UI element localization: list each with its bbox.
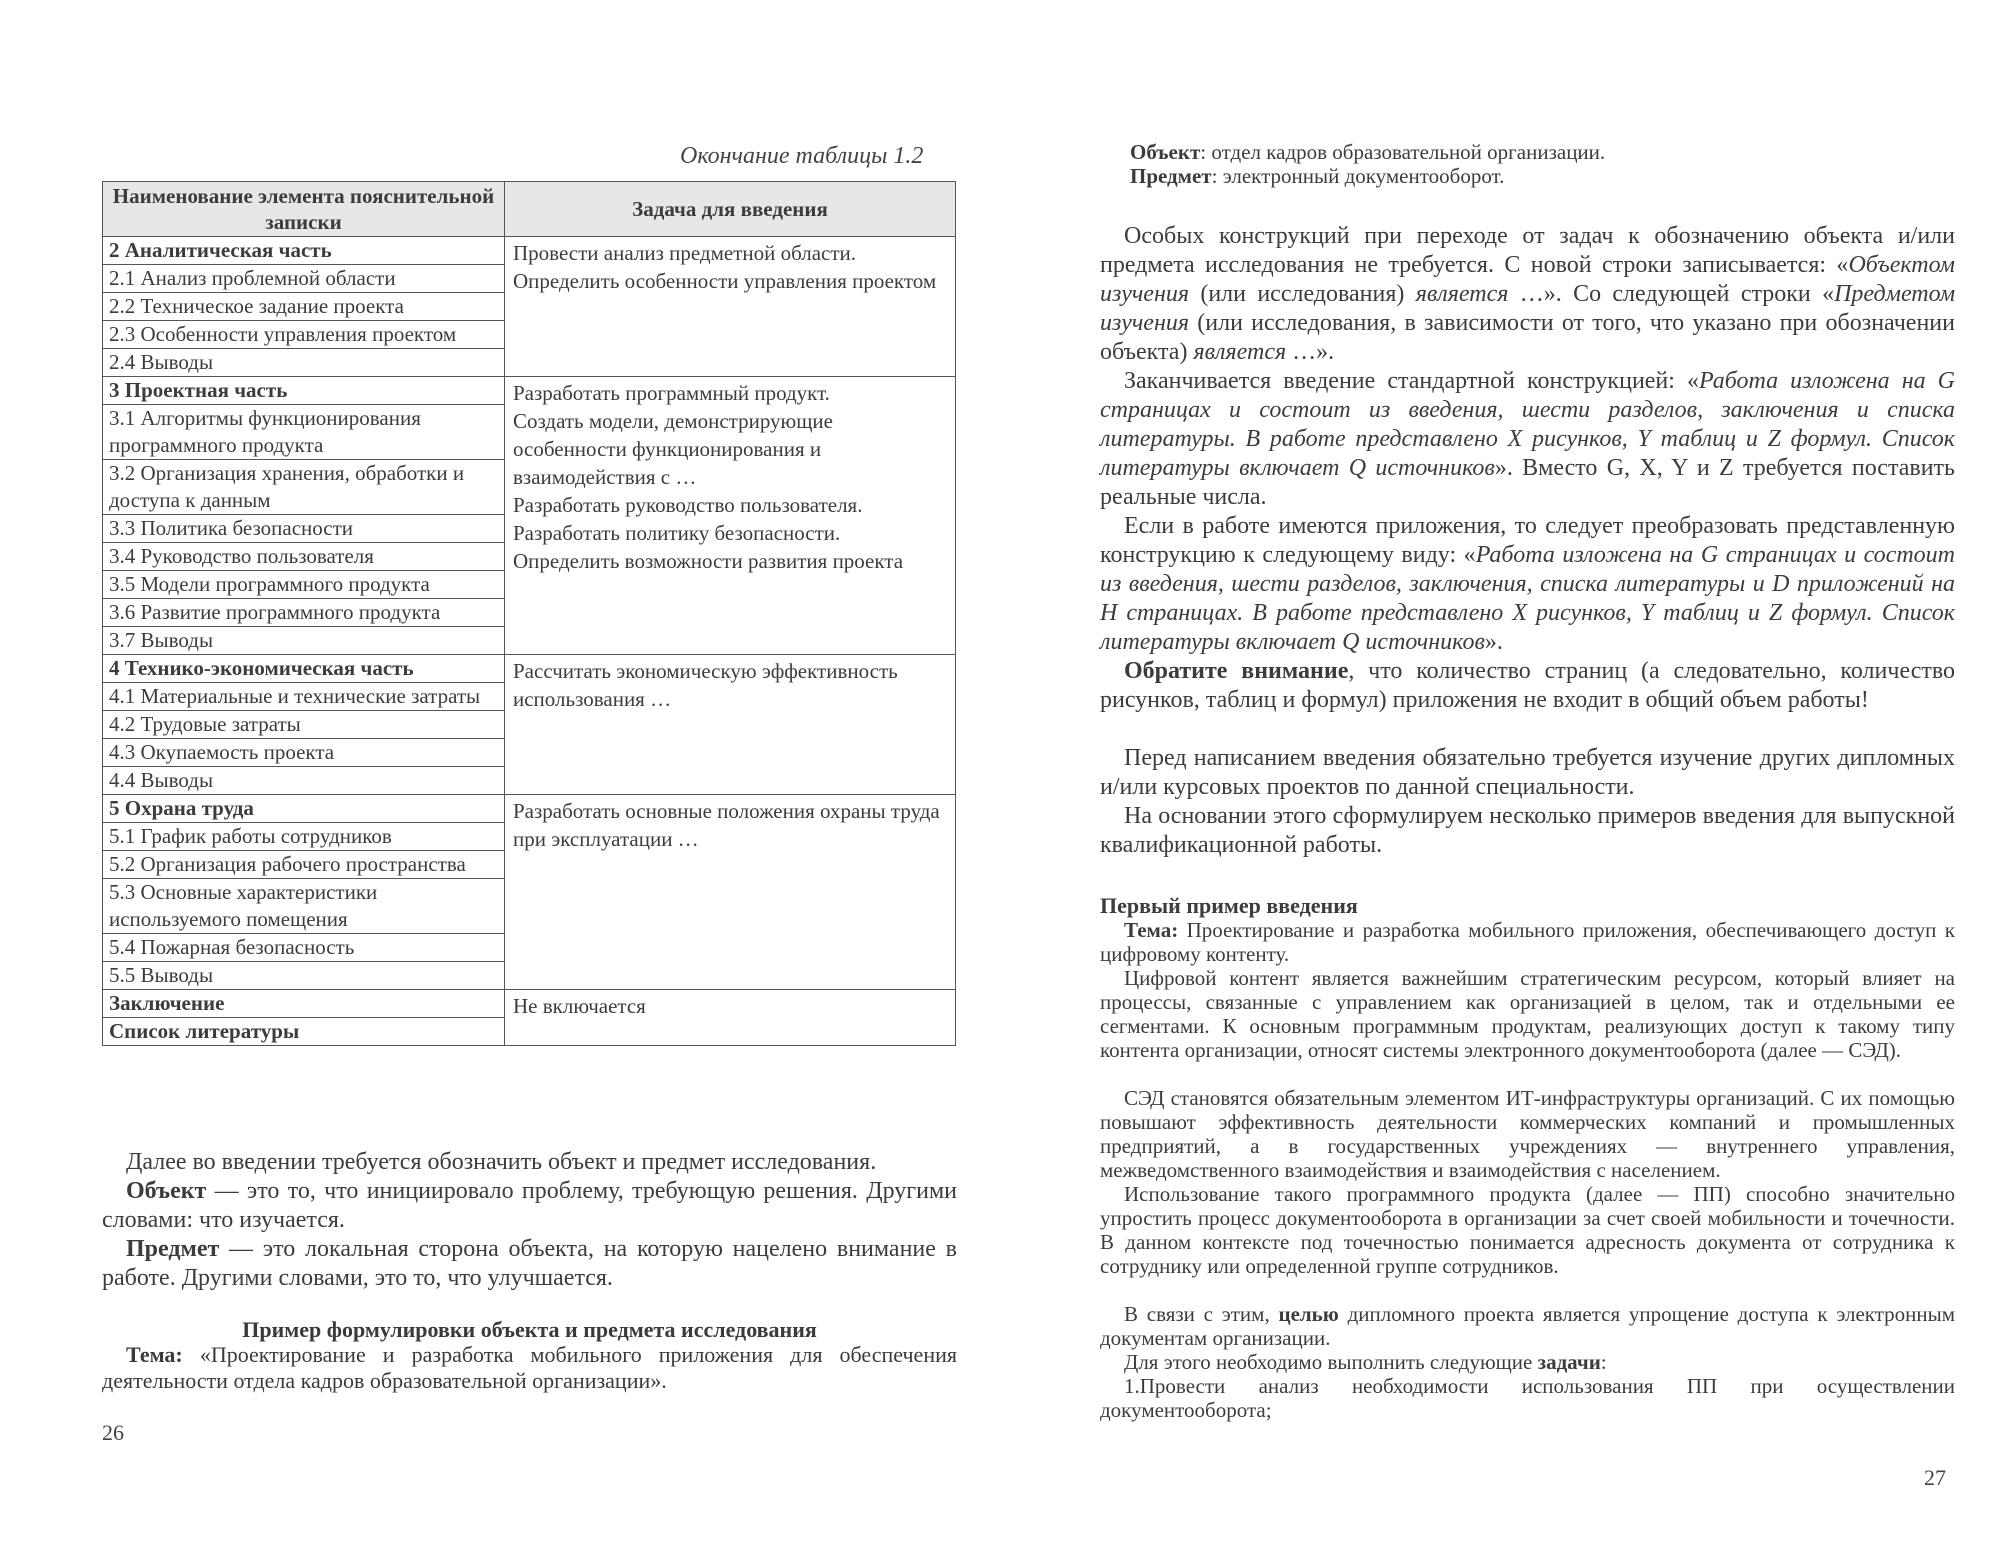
table-caption: Окончание таблицы 1.2 [680,143,924,169]
paragraph: Перед написанием введения обязательно требуется изучение других дипломных и/или курсовых проектов по данной специальности. [1100,745,1955,800]
table-cell: 5.2 Организация рабочего пространства [103,851,505,879]
theme-label: Тема: [126,1342,183,1367]
task-cell [505,990,956,1046]
theme-text: «Проектирование и разработка мобильного приложения для обеспечения деятельности отдела кадров образовательной организации». [102,1342,957,1393]
task-line: Провести анализ предметной области. [513,241,857,265]
table-cell: 4.4 Выводы [103,767,505,795]
text-run: Тема: [1124,918,1179,942]
text-run: (или исследования, в зависимости от того, что указано при обозначении объекта) [1100,310,1955,365]
table-cell: 4.3 Окупаемость проекта [103,739,505,767]
table-cell: 2.3 Особенности управления проектом [103,321,505,349]
table-row [103,237,956,265]
text-run: целью [1278,1302,1339,1326]
paragraph: СЭД становятся обязательным элементом ИТ-инфраструктуры организаций. С их помощью повышают эффективность деятельности коммерческих компаний и промышленных предприятий, а в государственных учреждениях — внутреннего управления, межведомственного взаимодействия и взаимодействия с населением. [1100,1086,1955,1182]
paragraph [1100,222,1955,367]
table-cell: 4.1 Материальные и технические затраты [103,683,505,711]
table-cell: Заключение [103,990,505,1018]
task-line: Разработать программный продукт. [513,381,830,405]
table-cell: 3.4 Руководство пользователя [103,543,505,571]
table-row [103,377,956,405]
task-line: Определить возможности развития проекта [513,549,904,573]
paragraph: Цифровой контент является важнейшим стратегическим ресурсом, который влияет на процессы, связанные с управлением как организацией в целом, так и отдельными ее сегментами. К основным программным продуктам, реализующих доступ к такому типу контента организации, относят системы электронного документооборота (далее — СЭД). [1100,966,1955,1062]
paragraph-text: Далее во введении требуется обозначить объект и предмет исследования. [126,1149,877,1175]
table-cell: 3.7 Выводы [103,627,505,655]
table-cell: 5.5 Выводы [103,962,505,990]
paragraph [102,1177,957,1235]
table-cell: 2 Аналитическая часть [103,237,505,265]
text-run: Предметом изучения [1100,281,1956,336]
table-cell: 2.4 Выводы [103,349,505,377]
table-cell: 5.4 Пожарная безопасность [103,934,505,962]
text-run: Заканчивается введение стандартной конструкцией: « [1124,368,1699,394]
paragraph [102,1235,957,1293]
table-row [103,655,956,683]
text-run: задачи [1537,1350,1601,1374]
page-number-right: 27 [1924,1465,1946,1490]
task-line: Не включается [513,994,646,1018]
task-line: Разработать руководство пользователя. [513,493,863,517]
task-cell [505,655,956,795]
text-run: : [1600,1350,1607,1374]
subject-label: Предмет [1130,164,1212,188]
table-cell: 3 Проектная часть [103,377,505,405]
table-cell: 3.3 Политика безопасности [103,515,505,543]
paragraph [1100,367,1955,512]
object-line [1100,140,1955,164]
table-header-element: Наименование элемента пояснительной записки [103,182,505,237]
text-run: Работа изложена на G страницах и состоит из введения, шести разделов, заключения и списка литературы. В работе представлено X рисунков, Y таблиц и Z формул. Список литературы включает Q источников [1100,368,1956,481]
text-run: ». [1484,629,1503,655]
table-cell: 3.1 Алгоритмы функционирования программного продукта [103,405,505,460]
text-run: …». Со следующей строки « [1508,281,1835,307]
page-number-left: 26 [102,1420,124,1445]
task-line: Разработать основные положения охраны труда при эксплуатации … [513,799,940,851]
table-cell: 4.2 Трудовые затраты [103,711,505,739]
table-cell: 4 Технико-экономическая часть [103,655,505,683]
text-run: , что количество страниц (а следовательно, количество рисунков, таблиц и формул) приложения не входит в общий объем работы! [1100,658,1956,713]
text-run: Если в работе имеются приложения, то следует преобразовать представленную конструкцию к следующему виду: « [1100,513,1955,568]
text-run: является [1193,339,1287,365]
text-run: Обратите внимание [1124,658,1349,684]
table-row [103,795,956,823]
table-cell: 2.1 Анализ проблемной области [103,265,505,293]
table-cell: 2.2 Техническое задание проекта [103,293,505,321]
text-run: Проектирование и разработка мобильного приложения, обеспечивающего доступ к цифровому контенту. [1100,918,1955,966]
example-theme-right [1100,918,1955,966]
paragraph [1100,512,1955,657]
table-header-row [103,182,956,237]
table-cell: 5.3 Основные характеристики используемого помещения [103,879,505,934]
object-label: Объект [1130,140,1201,164]
paragraph [102,1148,957,1177]
task-line: Определить особенности управления проектом [513,269,937,293]
term-object: Объект [126,1178,207,1204]
table-cell: 5.1 График работы сотрудников [103,823,505,851]
example-theme [102,1342,957,1394]
text-run: (или исследования) [1189,281,1416,307]
example-title: Пример формулировки объекта и предмета исследования [242,1317,817,1342]
text-run: дипломного проекта является упрощение доступа к электронным документам организации. [1100,1302,1955,1350]
table-cell: 3.5 Модели программного продукта [103,571,505,599]
paragraph: Использование такого программного продукта (далее — ПП) способно значительно упростить процесс документооборота в организации за счет своей мобильности и точечности. В данном контексте под точечностью понимается адресность документа от сотрудника к сотруднику или определенной группе сотрудников. [1100,1182,1955,1278]
text-run: …». [1286,339,1335,365]
term-subject: Предмет [126,1236,220,1262]
task-cell [505,795,956,990]
paragraph: На основании этого сформулируем несколько примеров введения для выпускной квалификационной работы. [1100,803,1955,858]
table-cell: 3.6 Развитие программного продукта [103,599,505,627]
task-line: Разработать политику безопасности. [513,521,841,545]
paragraph-text: — это локальная сторона объекта, на которую нацелено внимание в работе. Другими словами, это то, что улучшается. [102,1236,957,1291]
table-row [103,990,956,1018]
task-line: Создать модели, демонстрирующие особенности функционирования и взаимодействия с … [513,409,833,489]
table-cell: Список литературы [103,1018,505,1046]
paragraph [1100,1350,1955,1374]
table-header-task: Задача для введения [505,182,956,237]
text-run: Для этого необходимо выполнить следующие [1124,1350,1538,1374]
paragraph: 1.Провести анализ необходимости использования ПП при осуществлении документооборота; [1100,1374,1955,1422]
paragraph-text: — это то, что инициировало проблему, требующую решения. Другими словами: что изучается. [102,1178,957,1233]
text-run: является [1415,281,1509,307]
text-run: ». Вместо G, X, Y и Z требуется поставить реальные числа. [1100,455,1955,510]
task-line: Рассчитать экономическую эффективность использования … [513,659,898,711]
example-title-right: Первый пример введения [1100,893,1358,918]
table-cell: 3.2 Организация хранения, обработки и доступа к данным [103,460,505,515]
text-run: Особых конструкций при переходе от задач к обозначению объекта и/или предмета исследования не требуется. С новой строки записывается: « [1100,223,1955,278]
task-cell [505,237,956,377]
table-cell: 5 Охрана труда [103,795,505,823]
spec-table [102,181,956,1046]
task-cell [505,377,956,655]
subject-line [1100,164,1955,188]
paragraph [1100,1302,1955,1350]
text-run: Объектом изучения [1100,252,1955,307]
text-run: Работа изложена на G страницах и состоит из введения, шести разделов, заключения, списка литературы и D приложений на H страницах. В работе представлено X рисунков, Y таблиц и Z формул. Список литературы включает Q источников [1100,542,1956,655]
paragraph [1100,657,1955,715]
object-text: : отдел кадров образовательной организации. [1200,140,1606,164]
subject-text: : электронный документооборот. [1211,164,1505,188]
text-run: В связи с этим, [1124,1302,1279,1326]
